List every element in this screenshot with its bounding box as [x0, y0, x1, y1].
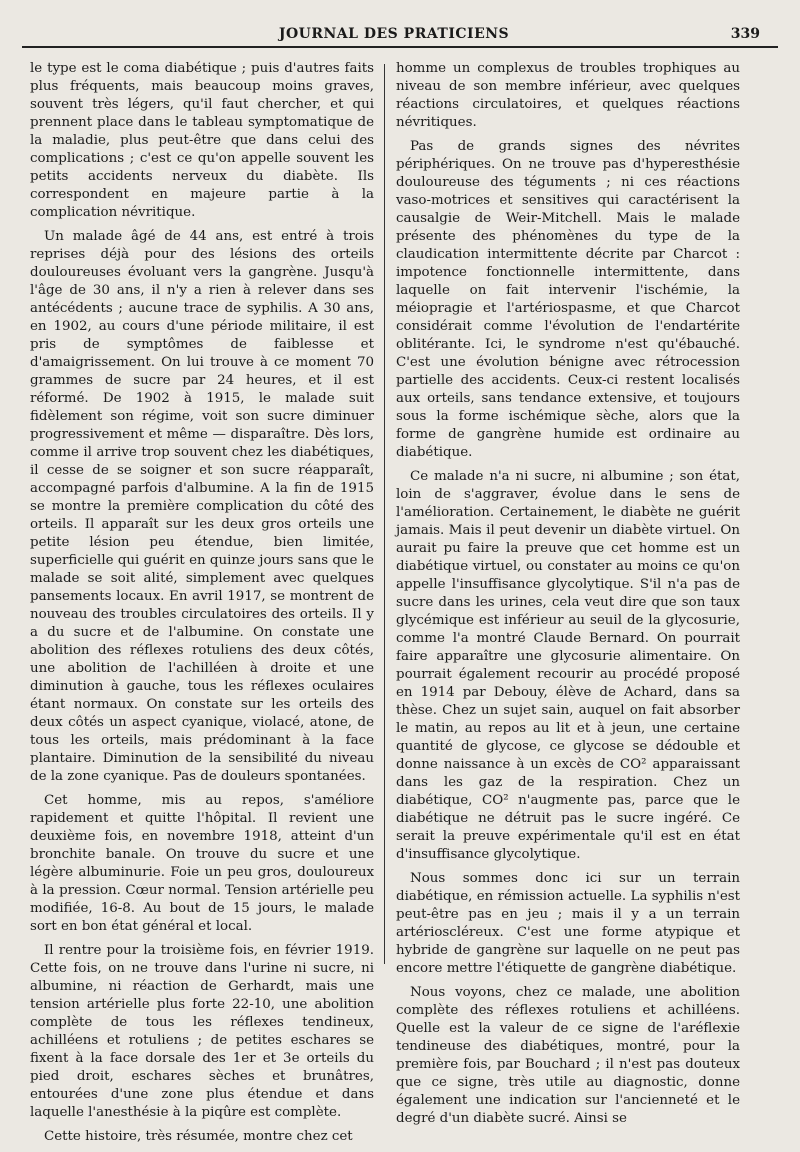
- paragraph: Nous sommes donc ici sur un terrain diabétique, en rémission actuelle. La syphilis n'est peut-être pas en jeu ; mais il y a un terrain artérioscléreux. C'est une forme atypique et hybride de gangrène sur laquelle on ne peut pas encore mettre l'étiquette de gangrène diabétique.: [396, 871, 740, 976]
- paragraph: le type est le coma diabétique ; puis d'autres faits plus fréquents, mais beaucoup moins graves, souvent très légers, qu'il faut chercher, et qui prennent place dans le tableau symptomatique de la maladie, plus peut-être que dans celui des complications ; c'est ce qu'on appelle souvent les petits accidents nerveux du diabète. Ils correspondent en majeure partie à la complication névritique.: [30, 61, 374, 220]
- page-number: 339: [730, 26, 760, 42]
- running-title: JOURNAL DES PRATICIENS: [278, 26, 510, 42]
- paragraph: Cet homme, mis au repos, s'améliore rapidement et quitte l'hôpital. Il revient une deuxième fois, en novembre 1918, atteint d'un bronchite banale. On trouve du sucre et une légère albuminurie. Foie un peu gros, douloureux à la pression. Cœur normal. Tension artérielle peu modifiée, 16-8. Au bout de 15 jours, le malade sort en bon état général et local.: [30, 793, 374, 934]
- paragraph: Cette histoire, très résumée, montre chez cet: [44, 1129, 353, 1144]
- paragraph: Il rentre pour la troisième fois, en février 1919. Cette fois, on ne trouve dans l'urine ni sucre, ni albumine, ni réaction de Gerhardt, mais une tension artérielle plus forte 22-10, une abolition complète de tous les réflexes tendineux, achilléens et rotuliens ; de petites eschares se fixent à la face dorsale des 1er et 3e orteils du pied droit, eschares sèches et brunâtres, entourées d'une zone plus étendue et dans laquelle l'anesthésie à la piqûre est complète.: [30, 943, 374, 1120]
- paragraph: Nous voyons, chez ce malade, une abolition complète des réflexes rotuliens et achilléens. Quelle est la valeur de ce signe de l'aréflexie tendineuse des diabétiques, montré, pour la première fois, par Bouchard ; il n'est pas douteux que ce signe, très utile au diagnostic, donne également une indication sur l'ancienneté et le degré d'un diabète sucré. Ainsi se: [396, 985, 740, 1126]
- page-header: [28, 26, 760, 46]
- header-rule: [22, 46, 778, 48]
- paragraph: homme un complexus de troubles trophiques au niveau de son membre inférieur, avec quelques réactions circulatoires, et quelques réactions névritiques.: [396, 61, 740, 130]
- right-column: [396, 60, 740, 1134]
- paragraph: Pas de grands signes des névrites périphériques. On ne trouve pas d'hyperesthésie douloureuse des téguments ; ni ces réactions vaso-motrices et sensitives qui caractérisent la causalgie de Weir-Mitchell. Mais le malade présente des phénomènes du type de la claudication intermittente décrite par Charcot : impotence fonctionnelle intermittente, dans laquelle on fait intervenir l'ischémie, la méiopragie et l'artériospasme, et que Charcot considérait comme l'évolution de l'endartérite oblitérante. Ici, le syndrome n'est qu'ébauché. C'est une évolution bénigne avec rétrocession partielle des accidents. Ceux-ci restent localisés aux orteils, sans tendance extensive, et toujours sous la forme ischémique sèche, alors que la forme de gangrène humide est ordinaire au diabétique.: [396, 139, 740, 460]
- paragraph: Un malade âgé de 44 ans, est entré à trois reprises déjà pour des lésions des orteils douloureuses évoluant vers la gangrène. Jusqu'à l'âge de 30 ans, il n'y a rien à relever dans ses antécédents ; aucune trace de syphilis. A 30 ans, en 1902, au cours d'une période militaire, il est pris de symptômes de faiblesse et d'amaigrissement. On lui trouve à ce moment 70 grammes de sucre par 24 heures, et il est réformé. De 1902 à 1915, le malade suit fidèlement son régime, voit son sucre diminuer progressivement et même — disparaître. Dès lors, comme il arrive trop souvent chez les diabétiques, il cesse de se soigner et son sucre réapparaît, accompagné parfois d'albumine. A la fin de 1915 se montre la première complication du côté des orteils. Il apparaît sur les deux gros orteils une petite lésion peu étendue, bien limitée, superficielle qui guérit en quinze jours sans que le malade se soit alité, simplement avec quelques pansements locaux. En avril 1917, se montrent de nouveau des troubles circulatoires des orteils. Il y a du sucre et de l'albumine. On constate une abolition des réflexes rotuliens des deux côtés, une abolition de l'achilléen à droite et une diminution à gauche, tous les réflexes oculaires étant normaux. On constate sur les orteils des deux côtés un aspect cyanique, violacé, atone, de tous les orteils, mais prédominant à la face plantaire. Diminution de la sensibilité du niveau de la zone cyanique. Pas de douleurs spontanées.: [30, 229, 374, 784]
- left-column: [30, 60, 374, 1152]
- column-divider: [384, 64, 385, 964]
- paragraph: Ce malade n'a ni sucre, ni albumine ; son état, loin de s'aggraver, évolue dans le sens de l'amélioration. Certainement, le diabète ne guérit jamais. Mais il peut devenir un diabète virtuel. On aurait pu faire la preuve que cet homme est un diabétique virtuel, ou constater au moins ce qu'on appelle l'insuffisance glycolytique. S'il n'a pas de sucre dans les urines, cela veut dire que son taux glycémique est inférieur au seuil de la glycosurie, comme l'a montré Claude Bernard. On pourrait faire apparaître une glycosurie alimentaire. On pourrait également recourir au procédé proposé en 1914 par Debouy, élève de Achard, dans sa thèse. Chez un sujet sain, auquel on fait absorber le matin, au repos au lit et à jeun, une certaine quantité de glycose, ce glycose se dédouble et donne naissance à un excès de CO² apparaissant dans les gaz de la respiration. Chez un diabétique, CO² n'augmente pas, parce que le diabétique ne détruit pas le sucre ingéré. Ce serait la preuve expérimentale qu'il est en état d'insuffisance glycolytique.: [396, 469, 740, 862]
